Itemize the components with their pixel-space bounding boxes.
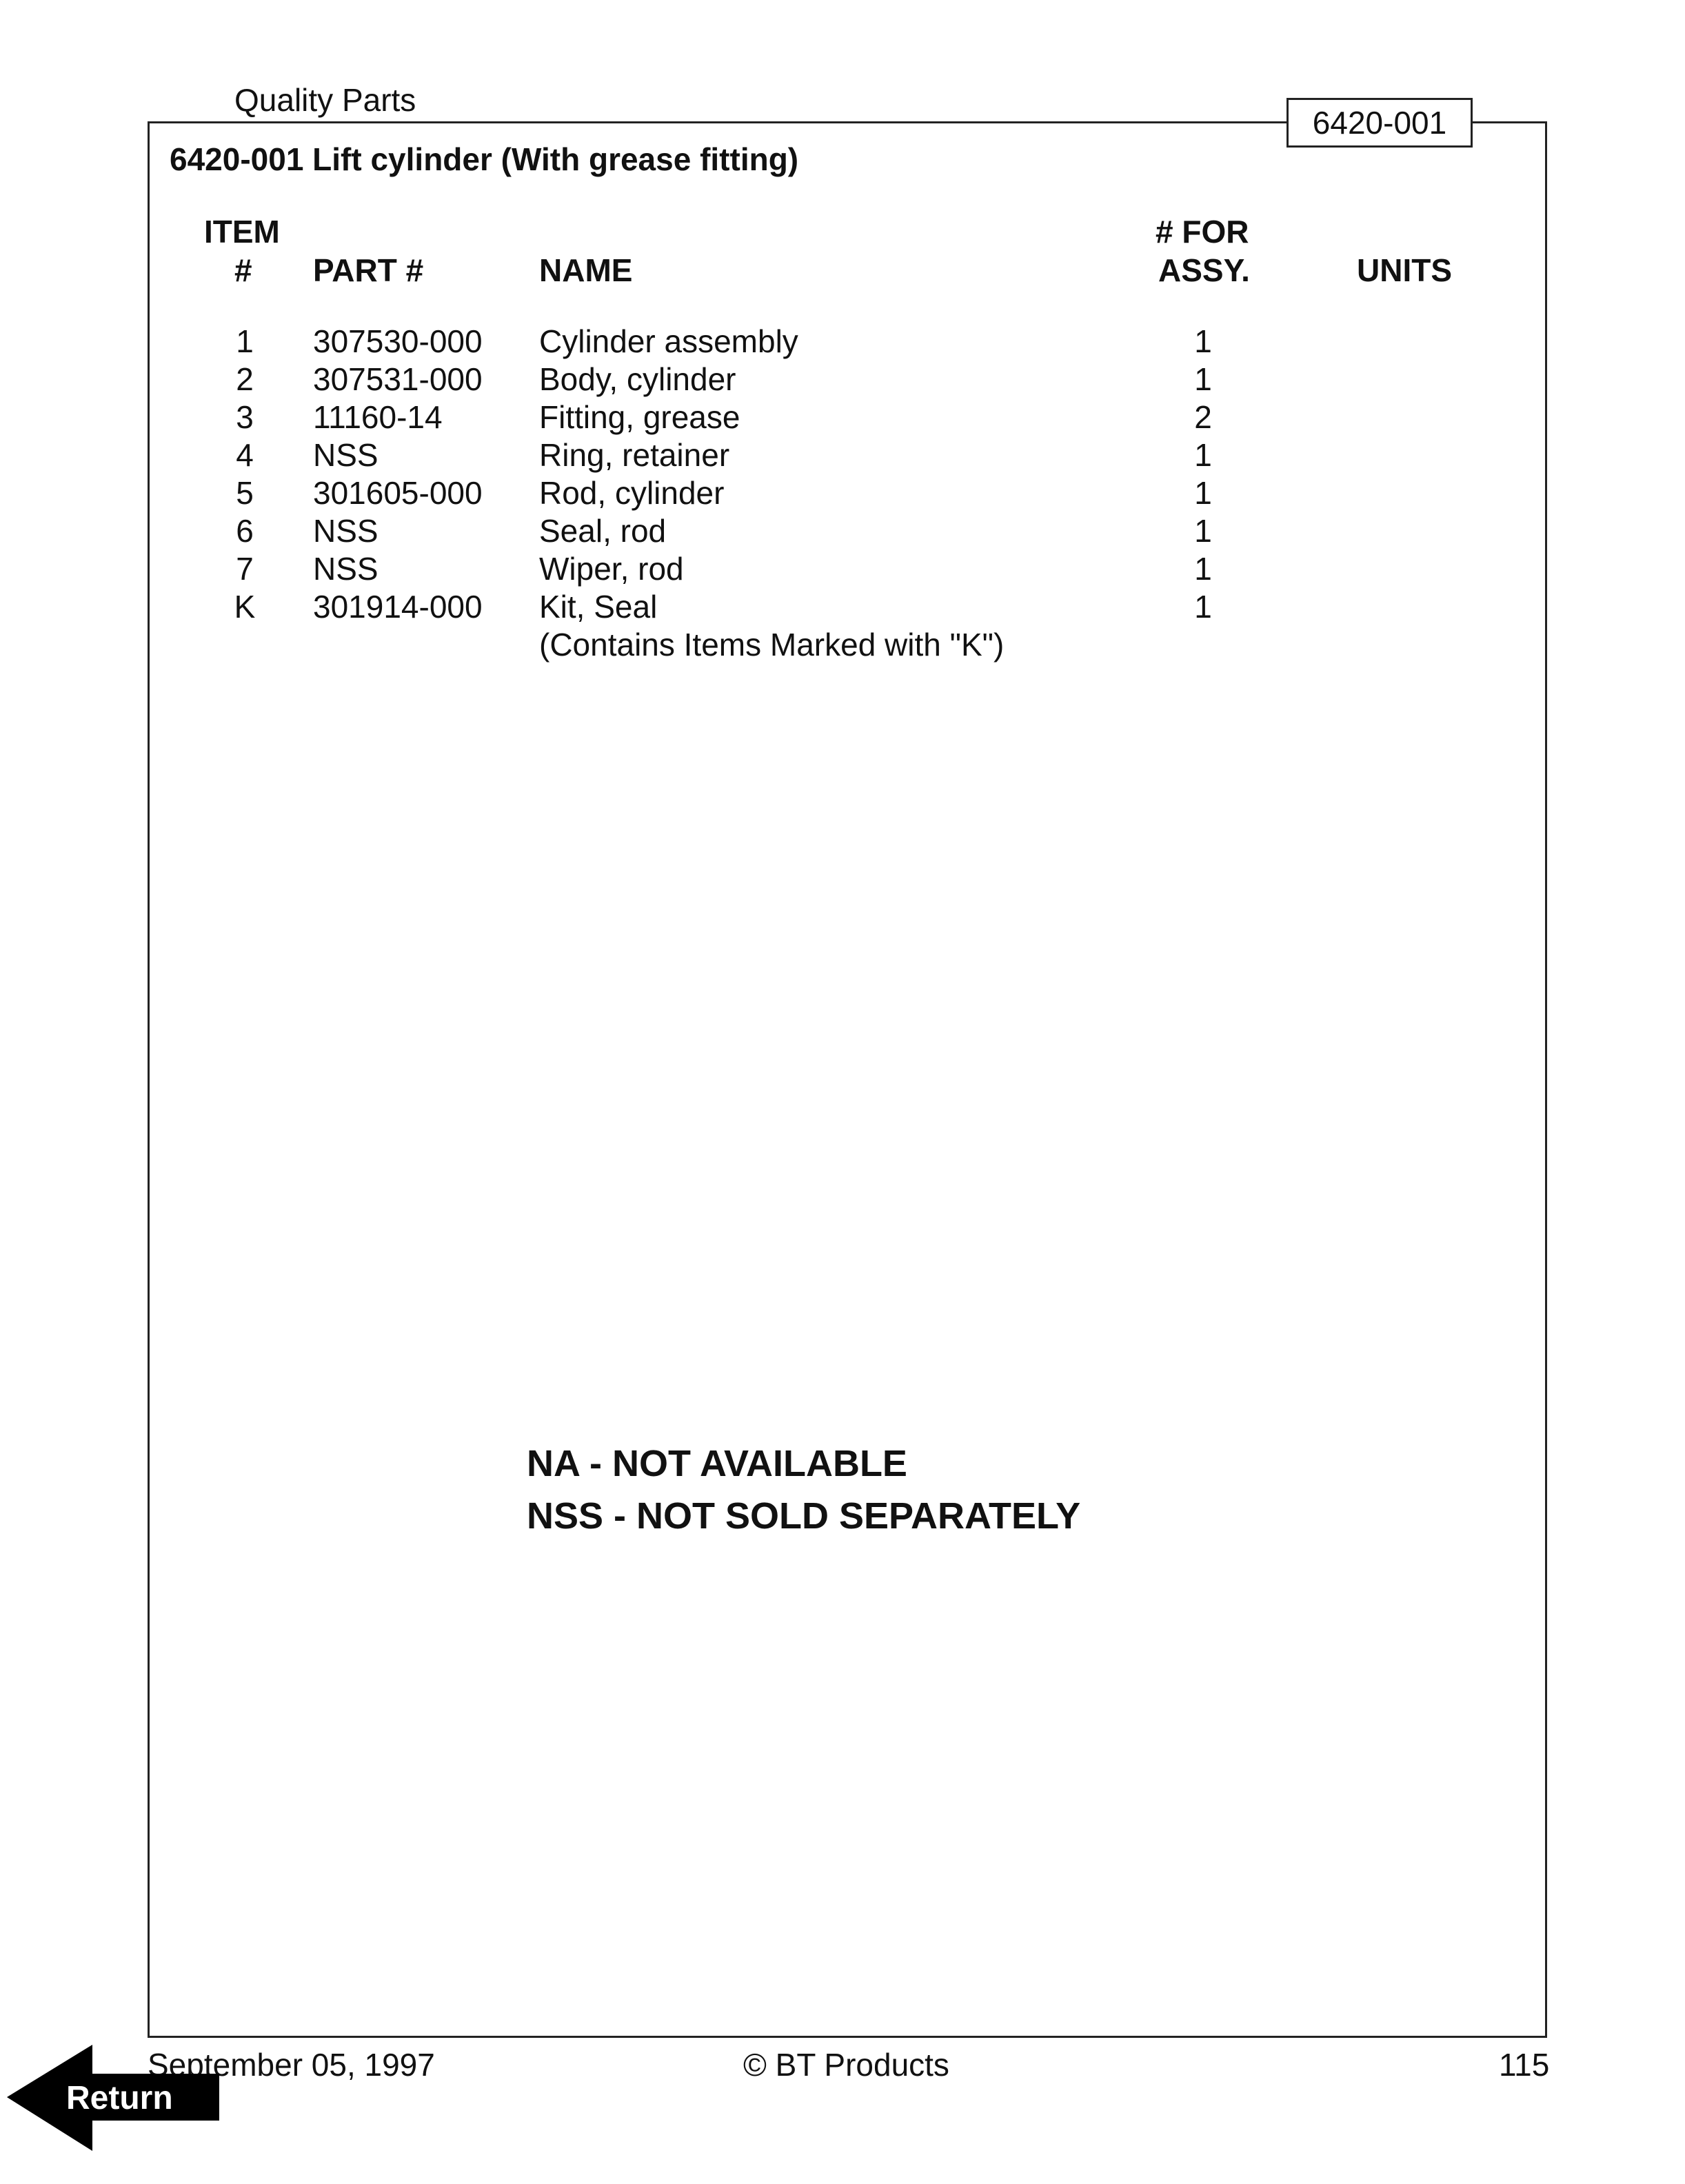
header-item-line2: # — [234, 252, 252, 288]
page-title: 6420-001 Lift cylinder (With grease fitting) — [170, 141, 799, 177]
return-button-label: Return — [66, 2080, 173, 2116]
header-units: UNITS — [1357, 252, 1452, 288]
kit-note: (Contains Items Marked with "K") — [539, 627, 1005, 663]
row-qty: 1 — [1194, 513, 1212, 549]
row-qty: 1 — [1194, 323, 1212, 359]
row-item: 1 — [236, 323, 254, 359]
row-part-number: NSS — [313, 551, 379, 587]
row-item: 7 — [236, 551, 254, 587]
row-qty: 1 — [1194, 361, 1212, 397]
row-name: Ring, retainer — [539, 437, 730, 473]
part-number-tab — [1287, 98, 1473, 148]
header-qty-line2: ASSY. — [1158, 252, 1250, 288]
quality-parts-label: Quality Parts — [234, 82, 416, 118]
row-name: Body, cylinder — [539, 361, 736, 397]
row-name: Cylinder assembly — [539, 323, 798, 359]
row-qty: 1 — [1194, 589, 1212, 625]
row-name: Fitting, grease — [539, 399, 740, 435]
row-part-number: NSS — [313, 437, 379, 473]
row-qty: 1 — [1194, 475, 1212, 511]
row-name: Wiper, rod — [539, 551, 684, 587]
row-item: 3 — [236, 399, 254, 435]
row-qty: 1 — [1194, 551, 1212, 587]
row-item: 5 — [236, 475, 254, 511]
row-item: K — [234, 589, 256, 625]
row-part-number: 307530-000 — [313, 323, 483, 359]
page-number: 115 — [1499, 2047, 1550, 2083]
row-part-number: NSS — [313, 513, 379, 549]
legend-na: NA - NOT AVAILABLE — [527, 1443, 907, 1484]
header-item-line1: ITEM — [204, 214, 280, 250]
row-part-number: 307531-000 — [313, 361, 483, 397]
header-qty-line1: # FOR — [1156, 214, 1249, 250]
return-button[interactable] — [7, 2045, 221, 2155]
row-item: 2 — [236, 361, 254, 397]
header-part: PART # — [313, 252, 424, 288]
footer-copyright: © BT Products — [743, 2047, 949, 2083]
row-item: 6 — [236, 513, 254, 549]
row-part-number: 301605-000 — [313, 475, 483, 511]
footer-date: September 05, 1997 — [148, 2047, 435, 2083]
row-qty: 1 — [1194, 437, 1212, 473]
row-part-number: 301914-000 — [313, 589, 483, 625]
row-qty: 2 — [1194, 399, 1212, 435]
row-name: Seal, rod — [539, 513, 667, 549]
header-name: NAME — [539, 252, 633, 288]
part-number-tab-text: 6420-001 — [1312, 105, 1447, 141]
row-part-number: 11160-14 — [313, 399, 443, 435]
row-name: Kit, Seal — [539, 589, 658, 625]
row-name: Rod, cylinder — [539, 475, 725, 511]
legend-nss: NSS - NOT SOLD SEPARATELY — [527, 1495, 1081, 1537]
row-item: 4 — [236, 437, 254, 473]
